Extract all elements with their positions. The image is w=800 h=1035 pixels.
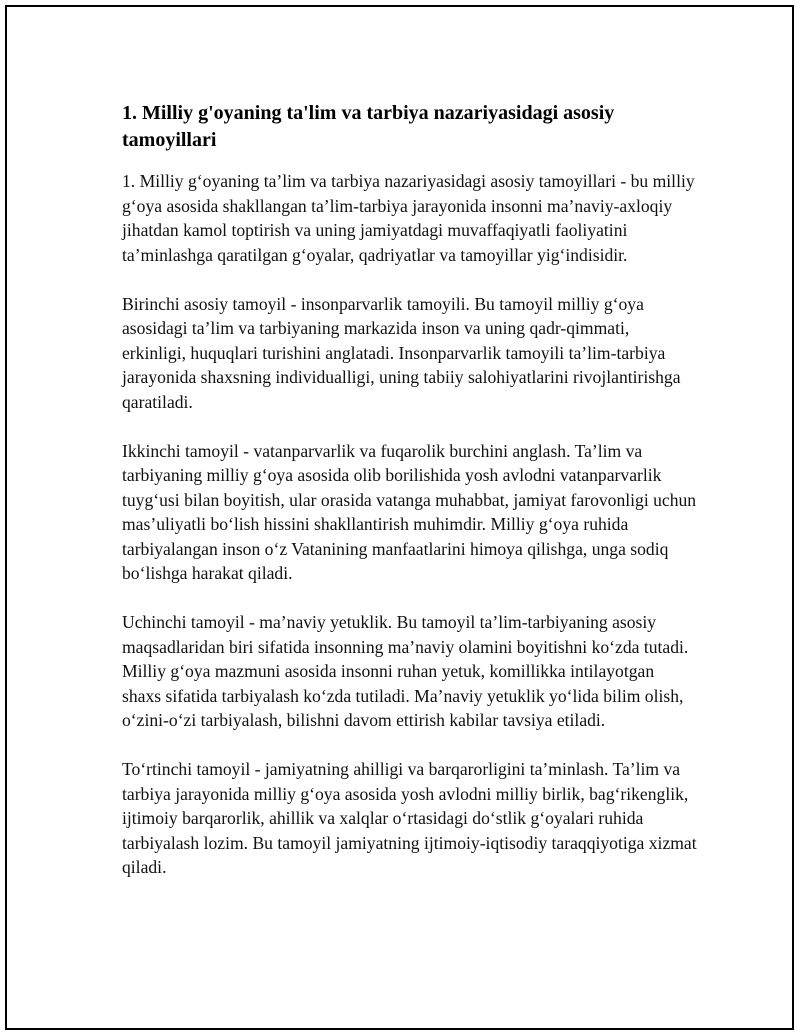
paragraph-fourth-principle: To‘rtinchi tamoyil - jamiyatning ahilligi va barqarorligini ta’minlash. Ta’lim va tarbiya jarayonida milliy g‘oya asosida yosh avlodni milliy birlik, bag‘rikenglik, ijtimoiy barqarorlik, ahillik va xalqlar o‘rtasidagi do‘stlik g‘oyalari ruhida tarbiyalash lozim. Bu tamoyil jamiyatning ijtimoiy-iqtisodiy taraqqiyotiga xizmat qiladi. — [122, 759, 697, 877]
paragraph-second-principle: Ikkinchi tamoyil - vatanparvarlik va fuqarolik burchini anglash. Ta’lim va tarbiyaning milliy g‘oya asosida olib borilishida yosh avlodni vatanparvarlik tuyg‘usi bilan boyitish, ular orasida vatanga muhabbat, jamiyat farovonligi uchun mas’uliyatli bo‘lish hissini shakllantirish muhimdir. Milliy g‘oya ruhida tarbiyalangan inson o‘z Vatanining manfaatlarini himoya qilishga, unga sodiq bo‘lishga harakat qiladi. — [122, 440, 697, 583]
paragraph-intro: 1. Milliy g‘oyaning ta’lim va tarbiya nazariyasidagi asosiy tamoyillari - bu milliy g‘oya asosida shakllangan ta’lim-tarbiya jarayonida insonni ma’naviy-axloqiy jihatdan kamol toptirish va uning jamiyatdagi muvaffaqiyatli faoliyatini ta’minlashga qaratilgan g‘oyalar, qadriyatlar va tamoyillar yig‘indisidir. — [122, 171, 695, 265]
document-body — [122, 100, 697, 904]
document-title: 1. Milliy g'oyaning ta'lim va tarbiya nazariyasidagi asosiy tamoyillari — [122, 102, 615, 151]
paragraph-first-principle: Birinchi asosiy tamoyil - insonparvarlik tamoyili. Bu tamoyil milliy g‘oya asosidagi ta’lim va tarbiyaning markazida inson va uning qadr-qimmati, erkinligi, huquqlari turishini anglatadi. Insonparvarlik tamoyili ta’lim-tarbiya jarayonida shaxsning individualligi, uning tabiiy salohiyatlarini rivojlantirishga qaratiladi. — [122, 293, 681, 412]
paragraph-third-principle: Uchinchi tamoyil - ma’naviy yetuklik. Bu tamoyil ta’lim-tarbiyaning asosiy maqsadlaridan biri sifatida insonning ma’naviy olamini boyitishni ko‘zda tutadi. Milliy g‘oya mazmuni asosida insonni ruhan yetuk, komillikka intilayotgan shaxs sifatida tarbiyalash ko‘zda tutiladi. Ma’naviy yetuklik yo‘lida bilim olish, o‘zini-o‘zi tarbiyalash, bilishni davom ettirish kabilar tavsiya etiladi. — [122, 612, 689, 730]
page-frame — [5, 5, 794, 1030]
